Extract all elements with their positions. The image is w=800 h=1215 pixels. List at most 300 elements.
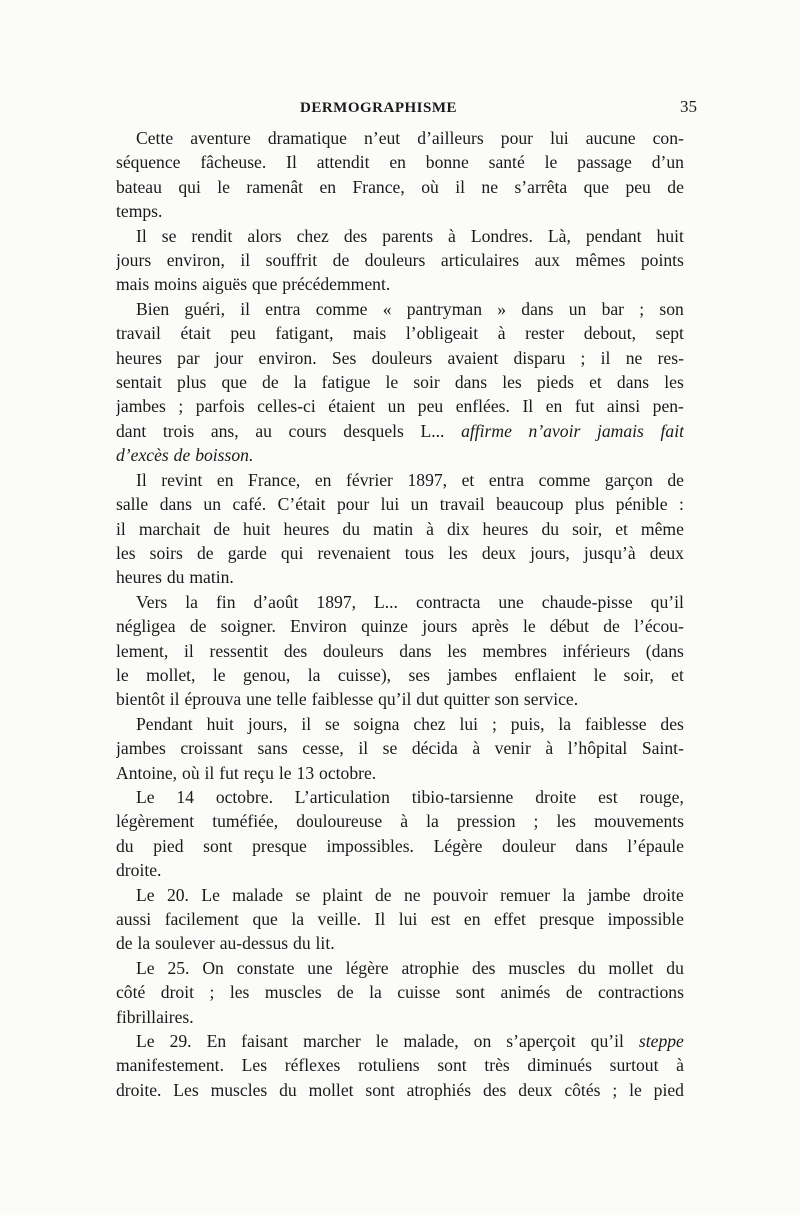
word: éprouva [184,689,242,710]
word: soir [413,372,440,393]
word: séquence [116,152,181,173]
word: marcher [303,1031,361,1052]
word: le [522,616,536,637]
word: veille. [317,909,362,929]
word: 1897, [407,469,448,490]
word: ne [481,176,499,197]
word: points [640,250,684,271]
word: douleur [502,835,556,856]
word: que [583,176,610,197]
text-line [116,761,684,785]
text-line [116,712,684,736]
word: qui [280,542,304,563]
word: à [472,738,481,759]
word: la [293,372,307,393]
word: que [251,274,278,295]
word: matin [373,518,414,539]
text-line [116,809,684,833]
word: octobre. [319,762,377,783]
text-line [116,590,684,614]
word: quinze [361,616,408,637]
word: ans, [210,420,239,441]
word: des [283,640,308,661]
word: aventure [190,128,251,148]
paragraph [116,712,684,785]
word: de [213,518,230,539]
word: le [629,1079,642,1100]
word: fâcheuse. [200,152,267,173]
word: chez [296,225,329,246]
word: ne [625,347,643,368]
word: articulaires [440,250,520,271]
word: con- [652,128,684,148]
word: Il [136,469,147,490]
word: droite. [116,1079,162,1100]
word: tibio-tarsienne [411,786,514,807]
word: steppe [638,1031,684,1052]
word: légère [345,957,389,978]
word: sans [257,738,288,759]
word: plus [575,494,605,515]
word: surtout [609,1055,659,1076]
word: fait [660,420,684,441]
word: jambe [587,884,631,905]
word: revenaient [317,542,391,563]
word: le [116,664,129,685]
word: un [203,494,221,515]
text-line [116,443,684,467]
word: le [544,152,558,173]
word: ainsi [606,396,641,417]
word: droite [642,884,684,905]
word: lui [380,494,400,515]
word: dans [454,372,488,393]
word: facilement [164,909,239,929]
word: au-dessus [219,933,289,954]
word: douleurs [371,347,433,368]
word: trois [162,420,195,441]
word: de [173,445,191,466]
word: en [216,469,234,490]
word: malade [232,884,284,905]
word: muscles [264,982,322,1003]
word: remuer [500,884,550,905]
word: jours, [530,542,570,563]
word: pied [153,835,184,856]
word: C’était [277,494,326,515]
word: cesse, [302,738,344,759]
word: Le [136,786,155,807]
text-line [116,199,684,223]
word: douleurs [364,250,426,271]
word: février [346,469,393,490]
word: cuisse [397,982,441,1003]
word: heures [283,518,330,539]
word: jambes [116,396,166,417]
word: jamais [596,420,644,441]
word: environ, [166,250,225,271]
word: lui [550,128,569,148]
word: bonne [425,152,469,173]
paragraph [116,126,684,224]
word: debout, [583,323,637,344]
word: huit [656,225,684,246]
word: côtés [564,1079,601,1100]
word: Il [286,152,297,173]
word: Il [374,909,386,929]
word: du [116,835,134,856]
word: passage [577,152,632,173]
word: effet [494,909,526,929]
text-line [116,297,684,321]
word: s’arrêta [514,176,568,197]
word: pantryman [406,298,482,319]
text-line [116,687,684,711]
word: en [319,176,337,197]
word: rotuliens [358,1055,420,1076]
word: le [217,176,230,197]
word: qu’il [650,591,684,612]
word: genou, [242,664,291,685]
word: la [307,664,321,685]
word: presque [252,835,307,856]
word: Pendant [136,713,193,734]
word: cours [288,420,327,441]
word: lit. [315,933,335,954]
word: l’hôpital [567,738,628,759]
word: il [116,518,126,539]
word: heures [482,518,529,539]
word: l’obligeait [405,323,479,344]
paragraph [116,297,684,468]
word: dans [616,372,650,393]
word: santé [488,152,525,173]
text-line [116,980,684,1004]
word: deux [649,542,684,563]
word: cuisse), [337,664,392,685]
word: le [385,372,399,393]
word: dix [446,518,470,539]
word: France, [352,176,405,197]
word: le [212,664,226,685]
word: des [482,1079,507,1100]
word: mollet, [146,664,196,685]
word: fibrillaires. [116,1006,194,1027]
running-title: DERMOGRAPHISME [300,100,457,116]
word: 20. [166,884,189,905]
word: 14 [176,786,194,807]
word: le [375,1031,389,1052]
word: octobre. [215,786,273,807]
text-line [116,175,684,199]
word: du [279,1079,297,1100]
word: bar [601,298,625,319]
text-line [116,1078,684,1102]
text-line [116,1053,684,1077]
word: droite. [116,860,162,881]
word: aiguës [202,274,248,295]
word: pen- [652,396,684,417]
word: comme [538,469,591,490]
word: à [545,738,554,759]
word: ; [639,298,645,319]
word: Londres. [470,225,533,246]
word: plaint [322,884,363,905]
word: rester [525,323,565,344]
word: impossibles. [326,835,414,856]
word: atrophie [401,957,460,978]
word: L... [374,591,398,612]
word: moins [154,274,198,295]
text-line [116,224,684,248]
word: muscles [508,957,566,978]
text-line [116,907,684,931]
word: douloureuse [296,811,383,832]
word: il [240,250,251,271]
word: la [426,811,439,832]
paragraph [116,883,684,956]
word: jusqu’à [583,542,636,563]
word: douleurs [322,640,384,661]
paragraph [116,224,684,297]
word: la [185,591,198,612]
word: des [343,225,368,246]
text-line [116,785,684,809]
word: soir, [572,518,603,539]
word: la [291,909,305,929]
word: de [189,616,207,637]
text-line [116,931,684,955]
word: la [369,982,382,1003]
word: que [221,372,247,393]
word: du [666,957,684,978]
word: réflexes [284,1055,341,1076]
word: la [562,884,576,905]
word: les [447,640,467,661]
word: : [679,494,684,515]
word: dant [116,420,147,441]
word: n’eut [364,128,401,148]
word: était [180,323,211,344]
body-text [116,126,684,1102]
word: la [558,713,572,734]
word: soulever [155,933,215,954]
word: en [545,396,563,417]
word: Bien [136,298,170,319]
word: France, [248,469,301,490]
word: ; [209,982,215,1003]
text-line [116,883,684,907]
word: revint [161,469,203,490]
word: soirs [149,542,183,563]
word: mais [353,323,387,344]
word: ; [533,811,539,832]
paragraph [116,468,684,590]
word: on [473,1031,492,1052]
word: de [375,884,392,905]
word: aucune [585,128,636,148]
word: de [565,982,583,1003]
word: du [577,957,596,978]
word: et [589,372,602,393]
word: Cette [136,128,174,148]
word: parents [382,225,434,246]
word: les [229,982,250,1003]
word: plus [177,372,207,393]
word: jours [116,250,152,271]
paragraph [116,785,684,883]
word: ramenât [246,176,304,197]
word: ressentit [209,640,269,661]
word: 25. [167,957,190,978]
word: peu [417,396,444,417]
word: d’ailleurs [417,128,484,148]
word: garçon [604,469,653,490]
word: jambes [116,738,166,759]
word: dans [159,494,192,515]
word: et [671,664,684,685]
word: il [455,176,465,197]
word: Il [522,396,534,417]
word: malade, [403,1031,459,1052]
word: qu’il [378,689,412,710]
word: Le [201,884,220,905]
word: pour [336,494,370,515]
word: droit [160,982,195,1003]
word: les [664,372,684,393]
word: est [598,786,618,807]
word: où [182,762,200,783]
word: beaucoup [496,494,564,515]
word: comme [315,298,368,319]
word: On [202,957,224,978]
word: qu’il [590,1031,624,1052]
word: soigna [353,713,400,734]
word: fut [574,396,595,417]
word: pouvoir [433,884,488,905]
word: n’avoir [528,420,581,441]
word: mêmes [575,250,626,271]
word: boisson. [195,445,254,466]
word: venir [494,738,531,759]
word: matin. [189,567,234,588]
word: se [161,225,177,246]
word: sont [455,982,486,1003]
word: contracta [415,591,481,612]
text-line [116,126,684,150]
word: Il [136,225,147,246]
word: du [166,567,185,588]
word: après [471,616,509,637]
word: bateau [116,176,162,197]
word: de [262,372,279,393]
word: lui [459,713,479,734]
word: il [204,762,215,783]
word: d’un [651,152,684,173]
word: et [615,518,628,539]
word: heures [116,347,162,368]
word: précédemment. [282,274,391,295]
word: d’août [253,591,299,612]
text-line [116,956,684,980]
word: de [667,176,684,197]
word: fin [215,591,236,612]
word: 1897, [316,591,357,612]
text-line [116,248,684,272]
word: telle [276,689,307,710]
word: du [541,518,560,539]
word: d’excès [116,445,169,466]
word: pendant [585,225,642,246]
word: il [600,347,611,368]
word: chaude-pisse [541,591,633,612]
word: se [382,738,398,759]
word: puis, [510,713,545,734]
word: où [421,176,439,197]
word: début [549,616,590,637]
word: à [676,1055,684,1076]
text-line [116,614,684,638]
word: jour [214,347,244,368]
word: de [332,250,350,271]
word: desquels [343,420,404,441]
word: affirme [461,420,512,441]
word: travail [439,494,485,515]
word: entra [265,298,301,319]
word: un [410,494,429,515]
text-line [116,272,684,296]
word: rendit [191,225,233,246]
word: ses [408,664,430,685]
word: jours, [247,713,288,734]
word: enflaient [514,664,577,685]
word: salle [116,494,149,515]
word: ; [580,347,586,368]
text-line [116,1029,684,1053]
word: celles-ci [257,396,316,417]
word: il [301,713,312,734]
word: décida [411,738,458,759]
word: de [337,982,354,1003]
word: le [278,762,292,783]
word: côté [116,982,146,1003]
word: mouvements [594,811,684,832]
word: service. [523,689,579,710]
word: huit [206,713,234,734]
text-line [116,394,684,418]
word: pieds [536,372,574,393]
word: légèrement [116,811,195,832]
word: manifestement. [116,1055,224,1076]
word: Environ [290,616,347,637]
word: et [461,469,475,490]
word: Le [136,957,155,978]
word: Vers [136,591,168,612]
word: attendit [316,152,370,173]
word: environ. [258,347,317,368]
word: entra [488,469,525,490]
word: membres [482,640,547,661]
text-line [116,639,684,663]
text-line [116,346,684,370]
word: animés [500,982,551,1003]
word: » [497,298,507,319]
word: quitter [443,689,490,710]
word: ; [612,1079,618,1100]
word: se [325,713,340,734]
word: aussi [116,909,152,929]
word: travail [116,323,161,344]
